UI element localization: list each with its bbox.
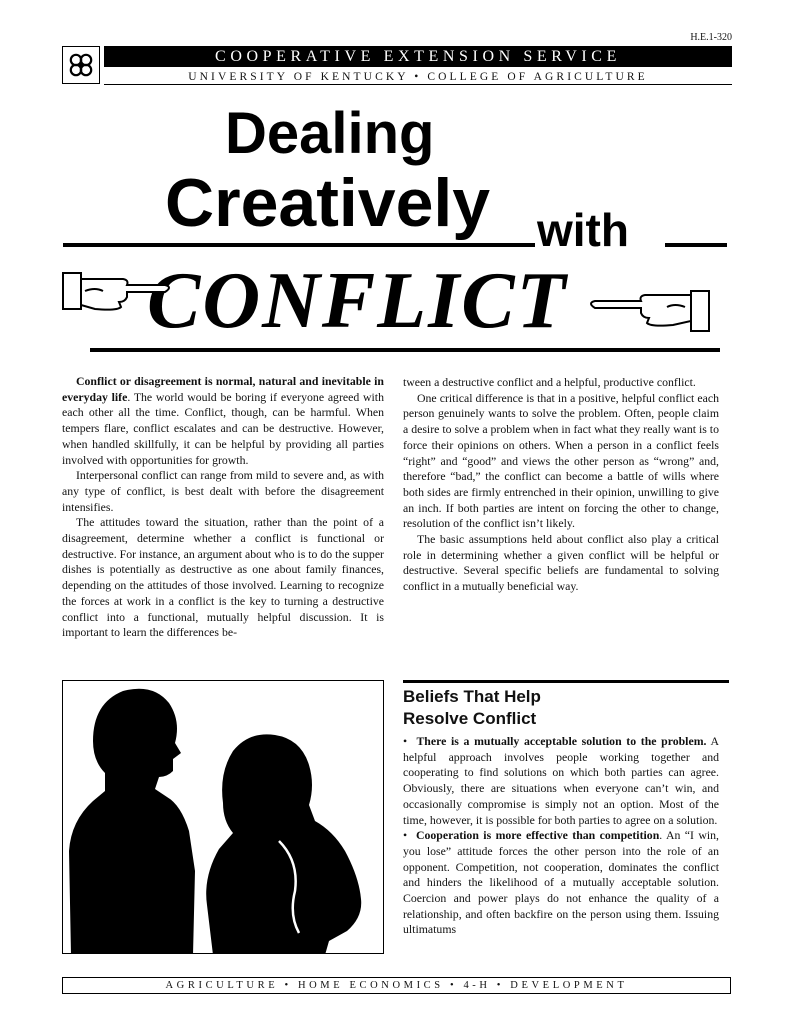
left-column-text: [62, 374, 384, 641]
belief-1-bold: There is a mutually acceptable solution to the problem.: [416, 734, 707, 748]
bullet-icon: •: [403, 828, 408, 843]
belief-2-bold: Cooperation is more effective than competition: [415, 828, 660, 843]
heading-line-2: Resolve Conflict: [403, 709, 537, 728]
title-line-conflict: CONFLICT: [147, 257, 568, 345]
couple-silhouette-icon: [63, 681, 384, 954]
paragraph-continuation: tween a destructive conflict and a helpful, productive conflict.: [403, 375, 696, 389]
paragraph-basic-assumptions: The basic assumptions held about conflict also play a critical role in determining whether a given conflict will be helpful or destructive. Several specific beliefs are fundamental to solving conflict in a mutually beneficial way.: [403, 532, 719, 594]
paragraph-critical-difference: One critical difference is that in a positive, helpful conflict each person genuinely wants to solve the problem. Often, people claim a desire to solve a problem when in fact what they really want is to force their opinions on others. When a person in a conflict feels “right” and “good” and views the other person as “wrong” and, therefore “bad,” the conflict can become a battle of wills where both sides are firmly entrenched in their opinion, unwilling to give an inch. If both parties are intent on forcing the other to change, resolution of the conflict isn’t likely.: [403, 390, 719, 531]
belief-2-text: . An “I win, you lose” attitude forces the other person into the role of an opponent. Competition, not cooperation, dominates the conflict and hinders the likelihood of a mutually acceptable solution. Coercion and power plays do not enhance the quality of a relationship, and often backfire on the person using them. Issuing ultimatums: [403, 828, 720, 937]
belief-1-text: A helpful approach involves people working together and cooperating to find solutions on which both parties can agree. Obviously, there are situations when everyone can’t win, and occasionally compromise is simply not an option. Most of the time, however, it is possible for both parties to agree on a solution.: [403, 734, 719, 827]
couple-silhouette-image: [62, 680, 384, 954]
intro-text: . The world would be boring if everyone agreed with each other all the time. Conflict, though, can be harmful. When tempers flare, conflict escalates and can be destructive. However, when handled skillfully, it can be helpful by providing all parties involved with opportunities for growth.: [62, 389, 384, 467]
title-graphic: [55, 95, 735, 367]
beliefs-section-heading: [403, 686, 729, 730]
paragraph-interpersonal: Interpersonal conflict can range from mild to severe and, as with any type of conflict, is best dealt with before the disagreement intensifies.: [62, 468, 384, 514]
clover-logo-icon: [62, 46, 100, 84]
publication-id: H.E.1-320: [690, 32, 732, 43]
title-rule-bottom: [90, 348, 720, 352]
title-line-creatively: Creatively: [165, 165, 491, 241]
beliefs-list: [403, 734, 719, 938]
title-rule-right: [665, 243, 727, 247]
belief-item: [403, 734, 719, 828]
title-line-with: with: [537, 204, 629, 256]
bullet-icon: •: [403, 734, 408, 748]
title-rule-left: [63, 243, 535, 247]
program-areas-footer: AGRICULTURE • HOME ECONOMICS • 4-H • DEVELOPMENT: [62, 977, 731, 994]
right-column-text: [403, 375, 719, 595]
belief-item: [403, 828, 719, 938]
heading-line-1: Beliefs That Help: [403, 687, 541, 706]
paragraph-attitudes: The attitudes toward the situation, rather than the point of a disagreement, determine whether a conflict is functional or destructive. For instance, an argument about who is to do the supper dishes is potentially as destructive as one about family finances, depending on the attitudes of those involved. Learning to recognize the forces at work in a conflict is the key to turning a destructive conflict into a functional, mutually helpful discussion. It is important to learn the differences be-: [62, 515, 384, 640]
title-line-dealing: Dealing: [225, 101, 435, 166]
right-pointing-hand-icon: [591, 291, 709, 331]
intro-bold-lead: Conflict or disagreement is normal, natural and inevitable in everyday life: [62, 374, 384, 404]
university-subheader: UNIVERSITY OF KENTUCKY • COLLEGE OF AGRICULTURE: [104, 69, 732, 85]
section-rule: [403, 680, 729, 683]
extension-service-banner: COOPERATIVE EXTENSION SERVICE: [104, 46, 732, 67]
